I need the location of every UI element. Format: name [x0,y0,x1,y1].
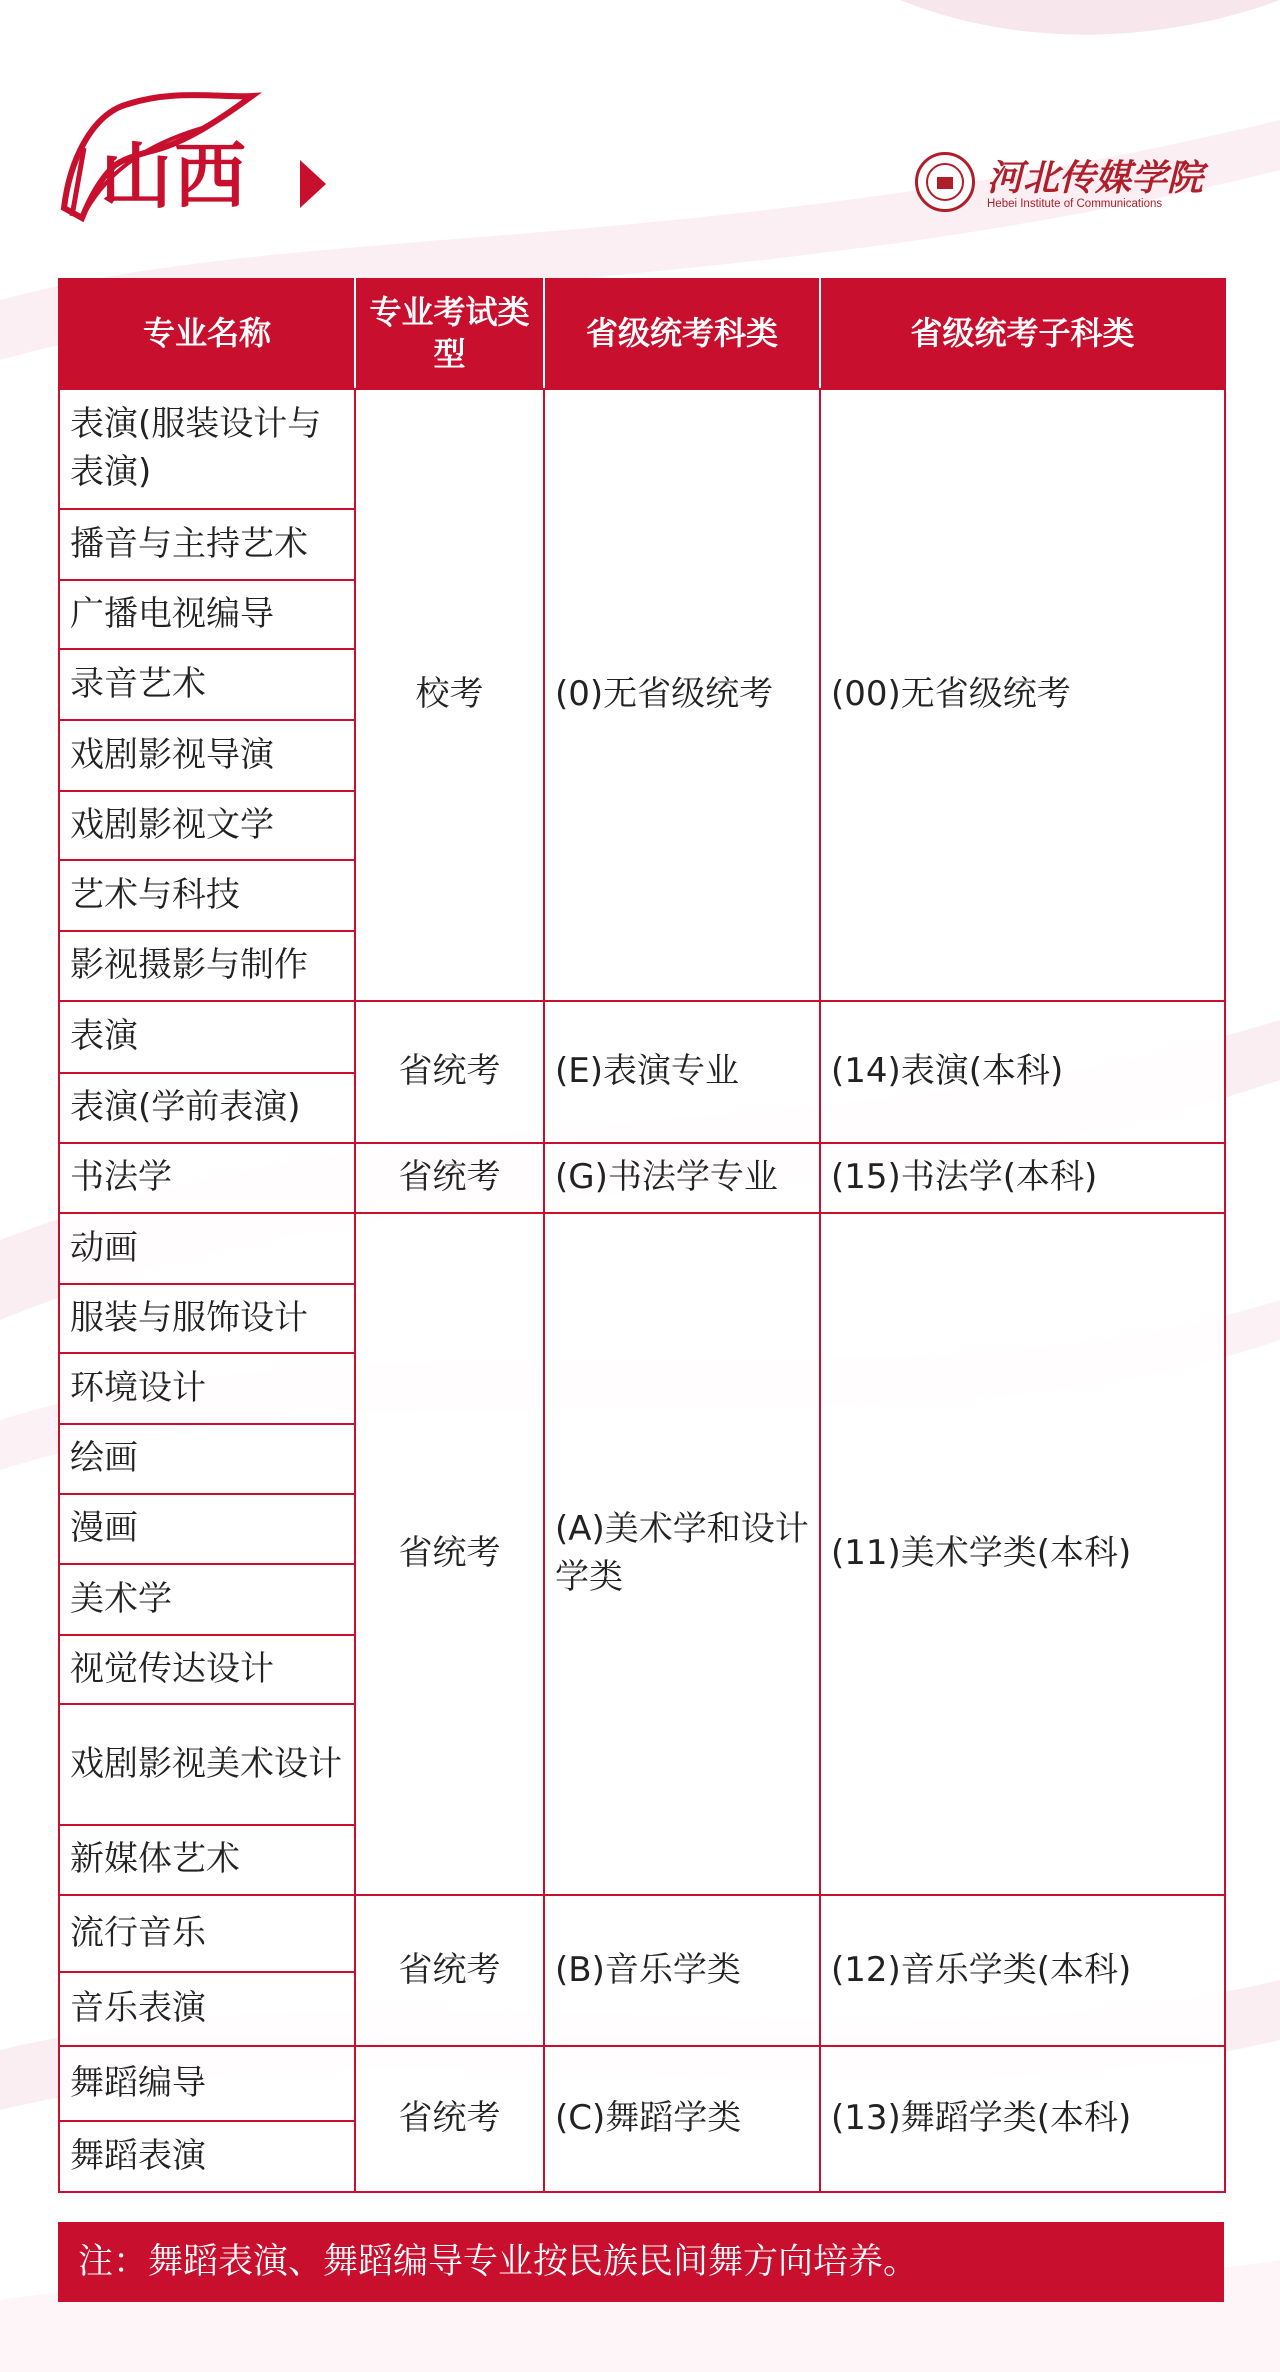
category-cell: (G)书法学专业 [544,1143,820,1213]
table-row [59,1143,1225,1213]
arrow-right-icon [300,160,326,208]
exam-type-cell: 省统考 [355,1001,544,1143]
major-cell: 绘画 [59,1424,355,1494]
subcategory-cell: (15)书法学(本科) [820,1143,1225,1213]
header-subcategory: 省级统考子科类 [820,279,1225,389]
major-cell: 服装与服饰设计 [59,1284,355,1353]
majors-table-container [58,278,1224,2193]
header [0,0,1280,270]
school-name-cn: 河北传媒学院 [987,157,1204,199]
major-cell: 视觉传达设计 [59,1635,355,1704]
subcategory-cell: (13)舞蹈学类(本科) [820,2046,1225,2192]
exam-type-cell: 校考 [355,389,544,1001]
exam-type-cell: 省统考 [355,1143,544,1213]
major-cell: 动画 [59,1213,355,1284]
major-cell: 新媒体艺术 [59,1825,355,1895]
header-exam-type: 专业考试类型 [355,279,544,389]
major-cell: 舞蹈表演 [59,2121,355,2192]
subcategory-cell: (11)美术学类(本科) [820,1213,1225,1895]
category-cell: (E)表演专业 [544,1001,820,1143]
region-title: 山西 [100,134,249,218]
category-cell: (0)无省级统考 [544,389,820,1001]
school-seal-icon [915,152,975,212]
major-cell: 艺术与科技 [59,860,355,931]
major-cell: 音乐表演 [59,1972,355,2046]
exam-type-cell: 省统考 [355,1213,544,1895]
major-cell: 戏剧影视导演 [59,720,355,791]
table-header-row [59,279,1225,389]
category-cell: (C)舞蹈学类 [544,2046,820,2192]
category-cell: (B)音乐学类 [544,1895,820,2046]
major-cell: 戏剧影视文学 [59,791,355,860]
major-cell: 影视摄影与制作 [59,931,355,1001]
subcategory-cell: (14)表演(本科) [820,1001,1225,1143]
major-cell: 表演(学前表演) [59,1073,355,1143]
exam-type-cell: 省统考 [355,2046,544,2192]
major-cell: 录音艺术 [59,649,355,720]
majors-table [58,278,1226,2193]
table-row [59,1001,1225,1073]
footnote-banner: 注：舞蹈表演、舞蹈编导专业按民族民间舞方向培养。 [58,2222,1224,2302]
major-cell: 表演(服装设计与表演) [59,389,355,509]
header-major-name: 专业名称 [59,279,355,389]
header-category: 省级统考科类 [544,279,820,389]
table-row [59,1895,1225,1972]
school-logo [915,148,1235,218]
school-name-en: Hebei Institute of Communications [987,198,1163,210]
subcategory-cell: (00)无省级统考 [820,389,1225,1001]
major-cell: 漫画 [59,1494,355,1564]
category-cell: (A)美术学和设计学类 [544,1213,820,1895]
major-cell: 美术学 [59,1564,355,1635]
major-cell: 表演 [59,1001,355,1073]
major-cell: 舞蹈编导 [59,2046,355,2121]
major-cell: 播音与主持艺术 [59,509,355,580]
major-cell: 戏剧影视美术设计 [59,1704,355,1825]
subcategory-cell: (12)音乐学类(本科) [820,1895,1225,2046]
major-cell: 流行音乐 [59,1895,355,1972]
table-row [59,2046,1225,2121]
major-cell: 书法学 [59,1143,355,1213]
major-cell: 广播电视编导 [59,580,355,649]
table-row [59,389,1225,509]
table-row [59,1213,1225,1284]
exam-type-cell: 省统考 [355,1895,544,2046]
major-cell: 环境设计 [59,1353,355,1424]
